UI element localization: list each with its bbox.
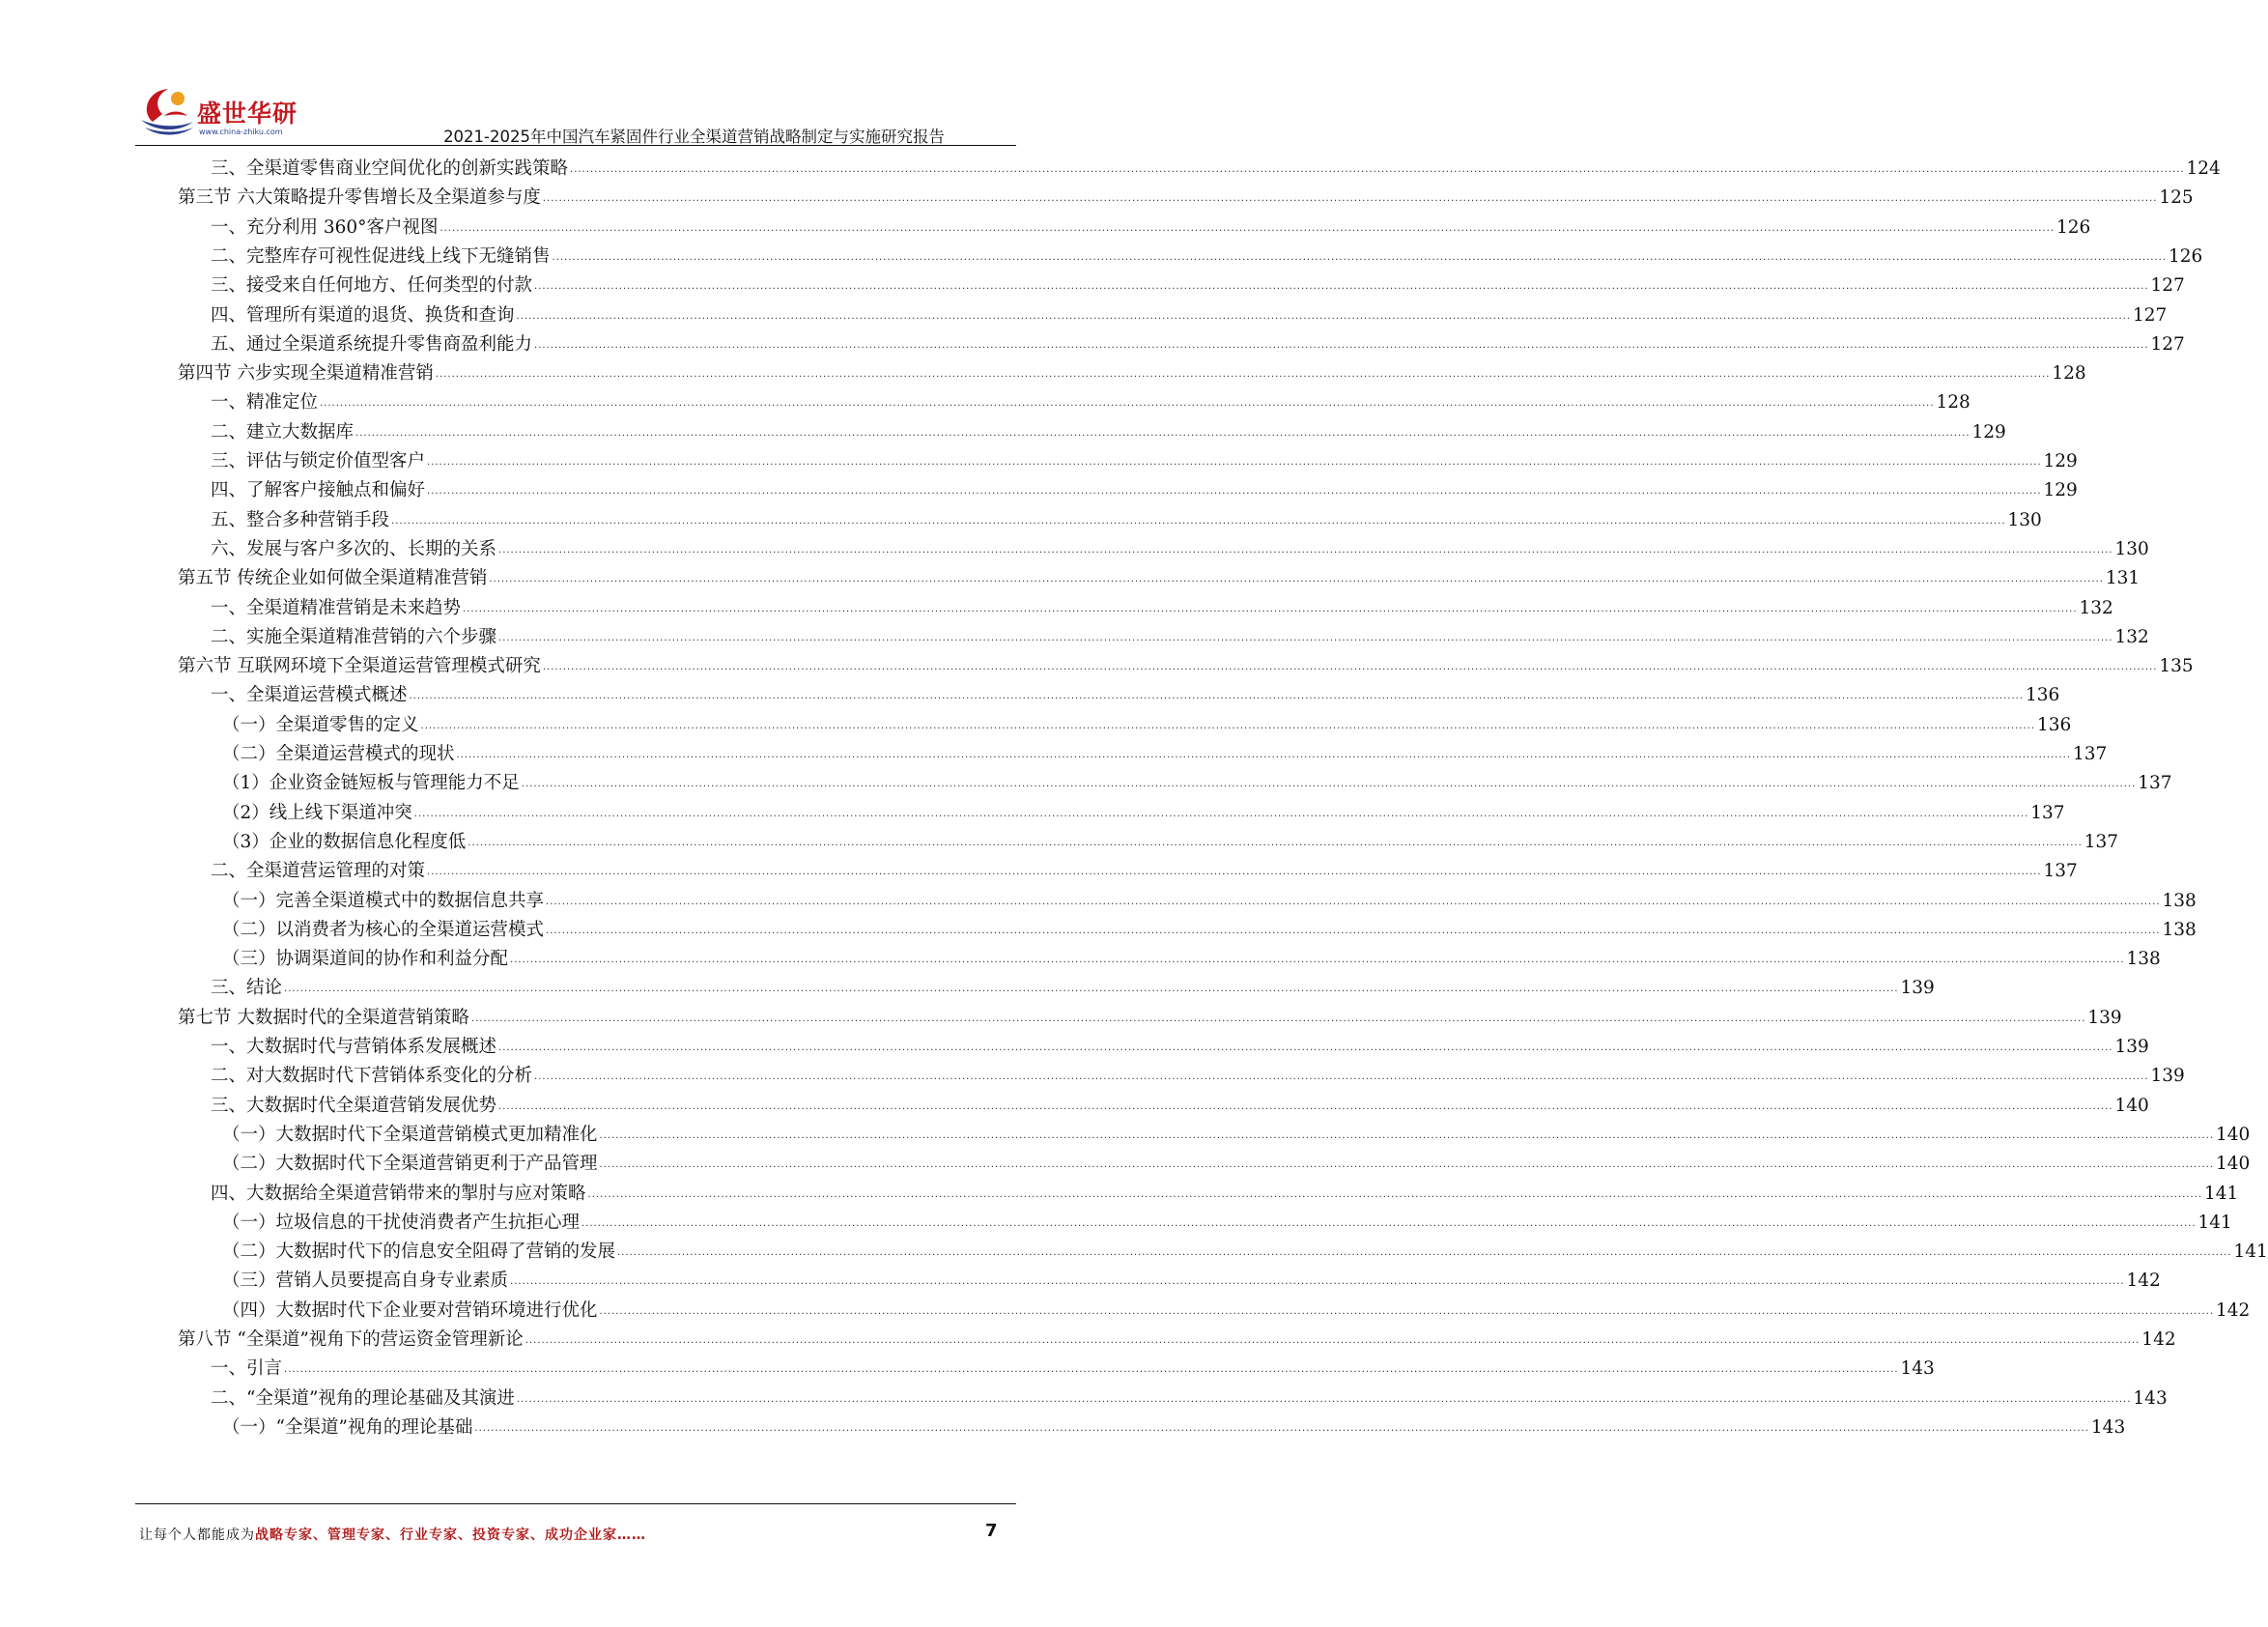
toc-entry[interactable] bbox=[0, 885, 2197, 914]
toc-leader-dots: ................................................................................................................................................................................................................................................................................................................................................................................................................ bbox=[516, 1393, 2132, 1405]
toc-entry-page: 139 bbox=[2114, 1037, 2149, 1057]
toc-entry[interactable] bbox=[0, 943, 2161, 972]
toc-entry-title: 第七节 大数据时代的全渠道营销策略 bbox=[178, 1007, 469, 1028]
toc-leader-dots: ................................................................................................................................................................................................................................................................................................................................................................................................................ bbox=[435, 369, 2051, 381]
toc-entry[interactable] bbox=[0, 855, 2078, 884]
toc-entry-page: 126 bbox=[2055, 216, 2091, 238]
toc-entry[interactable] bbox=[0, 709, 2072, 738]
toc-entry-page: 137 bbox=[2030, 802, 2065, 823]
toc-entry-title: 三、大数据时代全渠道营销发展优势 bbox=[211, 1095, 497, 1116]
toc-entry-page: 143 bbox=[1900, 1358, 1935, 1380]
toc-entry-title: 五、整合多种营销手段 bbox=[211, 509, 390, 530]
toc-entry-page: 139 bbox=[2150, 1066, 2185, 1087]
toc-entry-page: 136 bbox=[2026, 685, 2060, 706]
toc-entry-page: 132 bbox=[2114, 626, 2149, 647]
toc-entry-page: 137 bbox=[2138, 773, 2172, 794]
toc-leader-dots: ................................................................................................................................................................................................................................................................................................................................................................................................................ bbox=[427, 457, 2042, 468]
toc-leader-dots: ................................................................................................................................................................................................................................................................................................................................................................................................................ bbox=[534, 1071, 2149, 1083]
toc-entry-title: （一）“全渠道”视角的理论基础 bbox=[222, 1416, 473, 1438]
toc-leader-dots: ................................................................................................................................................................................................................................................................................................................................................................................................................ bbox=[546, 896, 2161, 907]
toc-entry-page: 127 bbox=[2133, 304, 2168, 326]
footer-slogan bbox=[139, 1525, 646, 1544]
toc-entry-page: 139 bbox=[1900, 978, 1935, 999]
toc-leader-dots: ................................................................................................................................................................................................................................................................................................................................................................................................................ bbox=[534, 281, 2149, 293]
toc-entry[interactable] bbox=[0, 592, 2113, 621]
toc-entry[interactable] bbox=[0, 1090, 2149, 1119]
toc-entry-page: 137 bbox=[2073, 744, 2108, 764]
toc-entry-title: （二）全渠道运营模式的现状 bbox=[222, 744, 455, 764]
toc-entry[interactable] bbox=[0, 212, 2091, 241]
toc-entry[interactable] bbox=[0, 1119, 2251, 1148]
toc-entry-page: 132 bbox=[2079, 597, 2113, 618]
toc-leader-dots: ................................................................................................................................................................................................................................................................................................................................................................................................................ bbox=[470, 1013, 2086, 1024]
page-number: 7 bbox=[985, 1521, 998, 1541]
toc-entry-page: 139 bbox=[2087, 1007, 2122, 1028]
toc-entry-title: （一）垃圾信息的干扰使消费者产生抗拒心理 bbox=[222, 1212, 581, 1233]
toc-leader-dots: ................................................................................................................................................................................................................................................................................................................................................................................................................ bbox=[552, 251, 2167, 263]
toc-leader-dots: ................................................................................................................................................................................................................................................................................................................................................................................................................ bbox=[320, 398, 1935, 410]
toc-entry-title: （四）大数据时代下企业要对营销环境进行优化 bbox=[222, 1299, 598, 1321]
toc-entry-title: 四、大数据给全渠道营销带来的掣肘与应对策略 bbox=[211, 1183, 586, 1204]
toc-entry[interactable] bbox=[0, 1207, 2232, 1236]
toc-entry-page: 140 bbox=[2216, 1154, 2251, 1175]
toc-entry-title: （二）大数据时代下全渠道营销更利于产品管理 bbox=[222, 1154, 598, 1175]
toc-entry[interactable] bbox=[0, 650, 2194, 679]
toc-leader-dots: ................................................................................................................................................................................................................................................................................................................................................................................................................ bbox=[427, 486, 2042, 498]
toc-entry[interactable] bbox=[0, 270, 2185, 299]
toc-leader-dots: ................................................................................................................................................................................................................................................................................................................................................................................................................ bbox=[439, 222, 2055, 234]
toc-entry-title: 三、评估与锁定价值型客户 bbox=[211, 451, 426, 471]
toc-entry-page: 141 bbox=[2204, 1183, 2239, 1204]
toc-leader-dots: ................................................................................................................................................................................................................................................................................................................................................................................................................ bbox=[456, 750, 2071, 760]
toc-entry-page: 138 bbox=[2162, 919, 2197, 940]
toc-entry-title: 二、“全渠道”视角的理论基础及其演进 bbox=[211, 1387, 515, 1409]
toc-entry-page: 142 bbox=[2126, 1270, 2161, 1292]
toc-entry-page: 137 bbox=[2043, 861, 2078, 882]
toc-entry[interactable] bbox=[0, 767, 2172, 796]
footer-divider bbox=[135, 1503, 1016, 1504]
toc-entry[interactable] bbox=[0, 1148, 2251, 1177]
toc-entry[interactable] bbox=[0, 1178, 2239, 1207]
toc-entry-page: 140 bbox=[2114, 1095, 2149, 1116]
logo-emblem-icon bbox=[135, 77, 203, 145]
toc-entry[interactable] bbox=[0, 504, 2042, 533]
toc-leader-dots: ................................................................................................................................................................................................................................................................................................................................................................................................................ bbox=[599, 1305, 2214, 1317]
toc-entry-title: （1）企业资金链短板与管理能力不足 bbox=[222, 773, 520, 794]
toc-entry[interactable] bbox=[0, 474, 2078, 503]
toc-entry[interactable] bbox=[0, 416, 2006, 445]
toc-entry-title: 一、充分利用 360°客户视图 bbox=[211, 216, 439, 238]
toc-leader-dots: ................................................................................................................................................................................................................................................................................................................................................................................................................ bbox=[617, 1247, 2232, 1259]
toc-entry-title: 五、通过全渠道系统提升零售商盈利能力 bbox=[211, 333, 533, 355]
toc-entry-title: 第八节 “全渠道”视角下的营运资金管理新论 bbox=[178, 1329, 524, 1350]
toc-entry-title: 二、实施全渠道精准营销的六个步骤 bbox=[211, 626, 497, 647]
toc-entry-page: 142 bbox=[2141, 1329, 2176, 1350]
toc-entry[interactable] bbox=[0, 826, 2119, 855]
toc-leader-dots: ................................................................................................................................................................................................................................................................................................................................................................................................................ bbox=[355, 427, 1970, 439]
slogan-prefix: 让每个人都能成为 bbox=[139, 1527, 255, 1543]
toc-entry[interactable] bbox=[0, 679, 2060, 708]
toc-leader-dots: ................................................................................................................................................................................................................................................................................................................................................................................................................ bbox=[409, 691, 2024, 702]
toc-leader-dots: ................................................................................................................................................................................................................................................................................................................................................................................................................ bbox=[489, 574, 2104, 585]
toc-entry[interactable] bbox=[0, 797, 2065, 826]
toc-leader-dots: ................................................................................................................................................................................................................................................................................................................................................................................................................ bbox=[284, 984, 1899, 995]
toc-entry-page: 141 bbox=[2233, 1242, 2268, 1263]
toc-entry-page: 136 bbox=[2037, 714, 2072, 735]
toc-leader-dots: ................................................................................................................................................................................................................................................................................................................................................................................................................ bbox=[521, 779, 2137, 790]
logo bbox=[135, 77, 299, 145]
toc-entry-title: （二）大数据时代下的信息安全阻碍了营销的发展 bbox=[222, 1242, 616, 1263]
toc-entry-title: （三）协调渠道间的协作和利益分配 bbox=[222, 949, 509, 970]
toc-entry-page: 140 bbox=[2216, 1124, 2251, 1145]
toc-entry-page: 143 bbox=[2133, 1387, 2168, 1409]
logo-url: www.china-zhiku.com bbox=[199, 128, 283, 136]
toc-entry-page: 130 bbox=[2114, 538, 2149, 559]
toc-leader-dots: ................................................................................................................................................................................................................................................................................................................................................................................................................ bbox=[498, 1042, 2113, 1053]
toc-entry-page: 142 bbox=[2216, 1299, 2251, 1321]
toc-entry-page: 135 bbox=[2159, 656, 2194, 677]
toc-entry-title: 第三节 六大策略提升零售增长及全渠道参与度 bbox=[178, 187, 541, 209]
toc-entry-page: 129 bbox=[1971, 421, 2006, 442]
toc-entry[interactable] bbox=[0, 1412, 2126, 1441]
toc-entry-page: 128 bbox=[1936, 392, 1970, 414]
toc-entry-title: 六、发展与客户多次的、长期的关系 bbox=[211, 538, 497, 559]
toc-entry[interactable] bbox=[0, 972, 1935, 1001]
toc-entry[interactable] bbox=[0, 1295, 2251, 1324]
toc-entry-title: （三）营销人员要提高自身专业素质 bbox=[222, 1270, 509, 1292]
toc-leader-dots: ................................................................................................................................................................................................................................................................................................................................................................................................................ bbox=[534, 339, 2149, 351]
toc-entry[interactable] bbox=[0, 1265, 2161, 1294]
toc-entry-title: 一、全渠道运营模式概述 bbox=[211, 685, 408, 706]
toc-entry-page: 138 bbox=[2162, 890, 2197, 911]
toc-leader-dots: ................................................................................................................................................................................................................................................................................................................................................................................................................ bbox=[570, 164, 2185, 175]
toc-entry-title: 一、精准定位 bbox=[211, 392, 319, 414]
toc-entry[interactable] bbox=[0, 1353, 1935, 1382]
toc-entry[interactable] bbox=[0, 241, 2203, 270]
report-title: 2021-2025年中国汽车紧固件行业全渠道营销战略制定与实施研究报告 bbox=[443, 128, 945, 146]
toc-leader-dots: ................................................................................................................................................................................................................................................................................................................................................................................................................ bbox=[542, 662, 2158, 673]
toc-entry-title: 二、建立大数据库 bbox=[211, 421, 354, 442]
toc-entry-title: （一）全渠道零售的定义 bbox=[222, 714, 419, 735]
toc-entry-title: 二、全渠道营运管理的对策 bbox=[211, 861, 426, 882]
toc-leader-dots: ................................................................................................................................................................................................................................................................................................................................................................................................................ bbox=[516, 310, 2131, 322]
toc-entry-title: 第五节 传统企业如何做全渠道精准营销 bbox=[178, 568, 488, 589]
toc-leader-dots: ................................................................................................................................................................................................................................................................................................................................................................................................................ bbox=[391, 515, 2006, 527]
toc-entry-title: 四、管理所有渠道的退货、换货和查询 bbox=[211, 304, 515, 326]
toc-entry[interactable] bbox=[0, 1383, 2168, 1412]
toc-entry-title: 一、全渠道精准营销是未来趋势 bbox=[211, 597, 462, 618]
toc-leader-dots: ................................................................................................................................................................................................................................................................................................................................................................................................................ bbox=[468, 837, 2083, 848]
toc-leader-dots: ................................................................................................................................................................................................................................................................................................................................................................................................................ bbox=[510, 1276, 2125, 1288]
toc-leader-dots: ................................................................................................................................................................................................................................................................................................................................................................................................................ bbox=[474, 1422, 2089, 1434]
toc-entry[interactable] bbox=[0, 621, 2149, 650]
toc-leader-dots: ................................................................................................................................................................................................................................................................................................................................................................................................................ bbox=[498, 544, 2113, 556]
toc-entry[interactable] bbox=[0, 153, 2221, 182]
toc-leader-dots: ................................................................................................................................................................................................................................................................................................................................................................................................................ bbox=[546, 925, 2161, 936]
toc-entry[interactable] bbox=[0, 914, 2197, 943]
toc-entry-title: 第六节 互联网环境下全渠道运营管理模式研究 bbox=[178, 656, 541, 677]
toc-entry[interactable] bbox=[0, 386, 1970, 415]
toc-entry-page: 128 bbox=[2052, 363, 2086, 385]
toc-entry-title: 三、接受来自任何地方、任何类型的付款 bbox=[211, 275, 533, 297]
toc-entry-title: 一、大数据时代与营销体系发展概述 bbox=[211, 1037, 497, 1057]
toc-entry-title: 一、引言 bbox=[211, 1358, 283, 1380]
toc-entry[interactable] bbox=[0, 300, 2168, 328]
toc-entry-title: 二、对大数据时代下营销体系变化的分析 bbox=[211, 1066, 533, 1087]
toc-entry-page: 131 bbox=[2105, 568, 2140, 589]
toc-leader-dots: ................................................................................................................................................................................................................................................................................................................................................................................................................ bbox=[427, 867, 2042, 878]
toc-entry[interactable] bbox=[0, 445, 2078, 474]
slogan-highlight: 战略专家、管理专家、行业专家、投资专家、成功企业家…… bbox=[255, 1527, 646, 1543]
toc-leader-dots: ................................................................................................................................................................................................................................................................................................................................................................................................................ bbox=[413, 808, 2029, 819]
header-divider bbox=[135, 145, 1016, 146]
toc-entry-title: （二）以消费者为核心的全渠道运营模式 bbox=[222, 919, 545, 940]
toc-entry[interactable] bbox=[0, 357, 2086, 386]
toc-leader-dots: ................................................................................................................................................................................................................................................................................................................................................................................................................ bbox=[581, 1217, 2197, 1229]
toc-entry-page: 124 bbox=[2186, 158, 2221, 179]
toc-entry[interactable] bbox=[0, 328, 2185, 357]
toc-leader-dots: ................................................................................................................................................................................................................................................................................................................................................................................................................ bbox=[599, 1129, 2214, 1141]
toc-leader-dots: ................................................................................................................................................................................................................................................................................................................................................................................................................ bbox=[463, 603, 2078, 614]
toc-entry[interactable] bbox=[0, 562, 2140, 591]
toc-entry[interactable] bbox=[0, 1324, 2176, 1353]
toc-entry[interactable] bbox=[0, 1031, 2149, 1060]
toc-entry-title: （3）企业的数据信息化程度低 bbox=[222, 831, 467, 852]
toc-entry-title: （一）大数据时代下全渠道营销模式更加精准化 bbox=[222, 1124, 598, 1145]
toc-entry-title: 四、了解客户接触点和偏好 bbox=[211, 480, 426, 501]
toc-leader-dots: ................................................................................................................................................................................................................................................................................................................................................................................................................ bbox=[587, 1188, 2202, 1200]
toc-entry-title: （一）完善全渠道模式中的数据信息共享 bbox=[222, 890, 545, 911]
toc-entry-page: 129 bbox=[2043, 451, 2078, 471]
toc-leader-dots: ................................................................................................................................................................................................................................................................................................................................................................................................................ bbox=[510, 955, 2125, 966]
toc-entry-page: 141 bbox=[2197, 1212, 2232, 1233]
toc-entry-page: 129 bbox=[2043, 480, 2078, 501]
toc-entry-page: 137 bbox=[2084, 831, 2119, 852]
toc-entry[interactable] bbox=[0, 1002, 2122, 1031]
toc-entry[interactable] bbox=[0, 533, 2149, 562]
toc-entry-title: 三、全渠道零售商业空间优化的创新实践策略 bbox=[211, 158, 569, 179]
toc-entry[interactable] bbox=[0, 1060, 2185, 1089]
toc-entry-title: 二、完整库存可视性促进线上线下无缝销售 bbox=[211, 245, 551, 267]
toc-entry-page: 143 bbox=[2090, 1416, 2126, 1438]
toc-leader-dots: ................................................................................................................................................................................................................................................................................................................................................................................................................ bbox=[420, 720, 2035, 731]
toc-leader-dots: ................................................................................................................................................................................................................................................................................................................................................................................................................ bbox=[599, 1159, 2214, 1171]
toc-entry-page: 127 bbox=[2150, 275, 2185, 297]
toc-entry-page: 126 bbox=[2169, 245, 2203, 267]
toc-leader-dots: ................................................................................................................................................................................................................................................................................................................................................................................................................ bbox=[498, 1100, 2113, 1112]
toc-entry-title: 第四节 六步实现全渠道精准营销 bbox=[178, 363, 434, 385]
toc-entry-page: 127 bbox=[2150, 333, 2185, 355]
toc-entry[interactable] bbox=[0, 1236, 2268, 1265]
toc-leader-dots: ................................................................................................................................................................................................................................................................................................................................................................................................................ bbox=[524, 1335, 2140, 1346]
toc-entry-page: 130 bbox=[2007, 509, 2042, 530]
toc-entry[interactable] bbox=[0, 182, 2194, 211]
toc-entry-page: 138 bbox=[2126, 949, 2161, 970]
logo-name: 盛世华研 bbox=[197, 100, 298, 128]
toc-entry[interactable] bbox=[0, 738, 2108, 767]
toc-entry-page: 125 bbox=[2159, 187, 2194, 209]
toc-leader-dots: ................................................................................................................................................................................................................................................................................................................................................................................................................ bbox=[284, 1364, 1899, 1376]
toc-entry-title: （2）线上线下渠道冲突 bbox=[222, 802, 412, 823]
toc-leader-dots: ................................................................................................................................................................................................................................................................................................................................................................................................................ bbox=[498, 632, 2113, 643]
toc-entry-title: 三、结论 bbox=[211, 978, 283, 999]
toc-leader-dots: ................................................................................................................................................................................................................................................................................................................................................................................................................ bbox=[542, 193, 2158, 205]
